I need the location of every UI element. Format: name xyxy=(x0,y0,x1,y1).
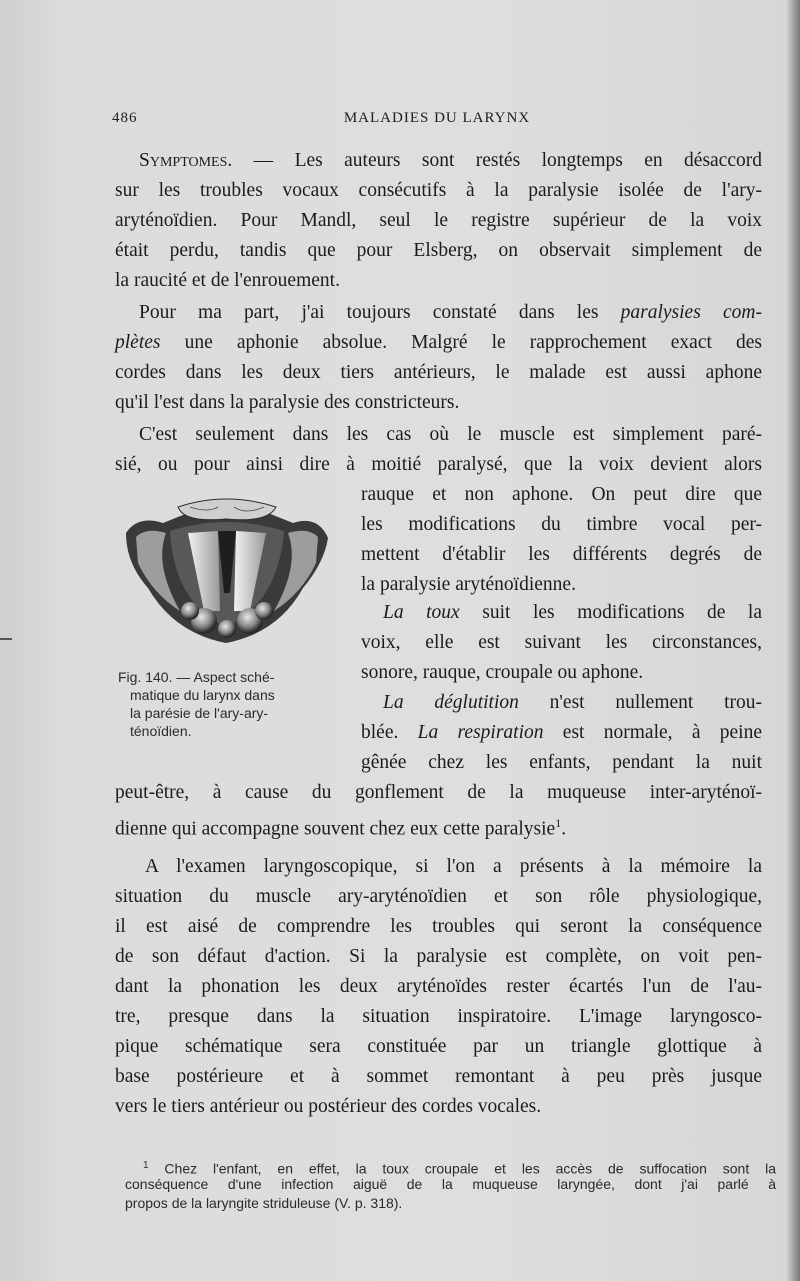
text-line: La déglutition n'est nullement trou- xyxy=(383,692,763,713)
text-line: rauque et non aphone. On peut dire que xyxy=(361,484,762,505)
text-line: La toux suit les modifications de la xyxy=(383,602,762,623)
text-line: était perdu, tandis que pour Elsberg, on observait simplement de xyxy=(115,240,762,261)
text-line: il est aisé de comprendre les troubles qui seront la conséquence xyxy=(115,916,762,937)
text-line: situation du muscle ary-aryténoïdien et son rôle physiologique, xyxy=(115,886,762,907)
text-line: dienne qui accompagne souvent chez eux cette paralysie$^1$. xyxy=(115,816,567,840)
text-line: la paralysie aryténoïdienne. xyxy=(361,574,576,595)
footnote-mark: 1 xyxy=(143,1160,149,1171)
text-line: cordes dans les deux tiers antérieurs, le malade est aussi aphone xyxy=(115,362,762,383)
text-line: C'est seulement dans les cas où le muscle est simplement paré- xyxy=(139,424,762,445)
text-line: gênée chez les enfants, pendant la nuit xyxy=(361,752,762,773)
larynx-illustration xyxy=(118,493,333,658)
margin-mark xyxy=(0,638,12,640)
text-line: Symptomes. — Les auteurs sont restés longtemps en désaccord xyxy=(115,146,762,176)
text-line: sur les troubles vocaux consécutifs à la paralysie isolée de l'ary- xyxy=(115,180,762,201)
text-line: blée. La respiration est normale, à peine xyxy=(361,722,762,743)
figure-caption-line: matique du larynx dans xyxy=(130,687,275,703)
running-header xyxy=(112,110,762,134)
figure-caption-line: ténoïdien. xyxy=(130,723,192,739)
text-line: plètes une aphonie absolue. Malgré le rapprochement exact des xyxy=(115,332,762,353)
text-line: vers le tiers antérieur ou postérieur des cordes vocales. xyxy=(115,1096,542,1117)
section-lead: Symptomes. xyxy=(139,150,233,171)
figure-caption-line: la parésie de l'ary-ary- xyxy=(130,705,269,721)
text-line: voix, elle est suivant les circonstances, xyxy=(361,632,762,653)
running-title: MALADIES DU LARYNX xyxy=(343,110,531,126)
footnote-line: conséquence d'une infection aiguë de la muqueuse laryngée, dont j'ai parlé à xyxy=(125,1176,776,1192)
footnote-line: $^1$ Chez l'enfant, en effet, la toux croupale et les accès de suffocation sont la xyxy=(125,1156,776,1179)
page-edge-shadow xyxy=(786,0,800,1281)
text-line: qu'il l'est dans la paralysie des constricteurs. xyxy=(115,392,460,413)
text-line: A l'examen laryngoscopique, si l'on a présents à la mémoire la xyxy=(145,856,762,877)
text-line: base postérieure et à sommet remontant à peu près jusque xyxy=(115,1066,762,1087)
text-line: sié, ou pour ainsi dire à moitié paralysé, que la voix devient alors xyxy=(115,454,762,475)
figure-caption-line: Fig. 140. — Aspect sché- xyxy=(118,669,275,685)
text-line: tre, presque dans la situation inspiratoire. L'image laryngosco- xyxy=(115,1006,762,1027)
text-line: de son défaut d'action. Si la paralysie est complète, on voit pen- xyxy=(115,946,762,967)
text-line: sonore, rauque, croupale ou aphone. xyxy=(361,662,644,683)
text-line: les modifications du timbre vocal per- xyxy=(361,514,762,535)
text-line: mettent d'établir les différents degrés de xyxy=(361,544,762,565)
text-line: aryténoïdien. Pour Mandl, seul le registre supérieur de la voix xyxy=(115,210,762,231)
text-line: Pour ma part, j'ai toujours constaté dans les paralysies com- xyxy=(139,302,762,323)
text-line: la raucité et de l'enrouement. xyxy=(115,270,340,291)
footnote-line: propos de la laryngite striduleuse (V. p. 318). xyxy=(125,1195,403,1211)
footnote-reference: 1 xyxy=(555,816,562,830)
page-number: 486 xyxy=(112,110,138,126)
text-line: peut-être, à cause du gonflement de la muqueuse inter-aryténoï- xyxy=(115,782,762,803)
text-line: dant la phonation les deux aryténoïdes rester écartés l'un de l'au- xyxy=(115,976,762,997)
text-line: pique schématique sera constituée par un triangle glottique à xyxy=(115,1036,762,1057)
